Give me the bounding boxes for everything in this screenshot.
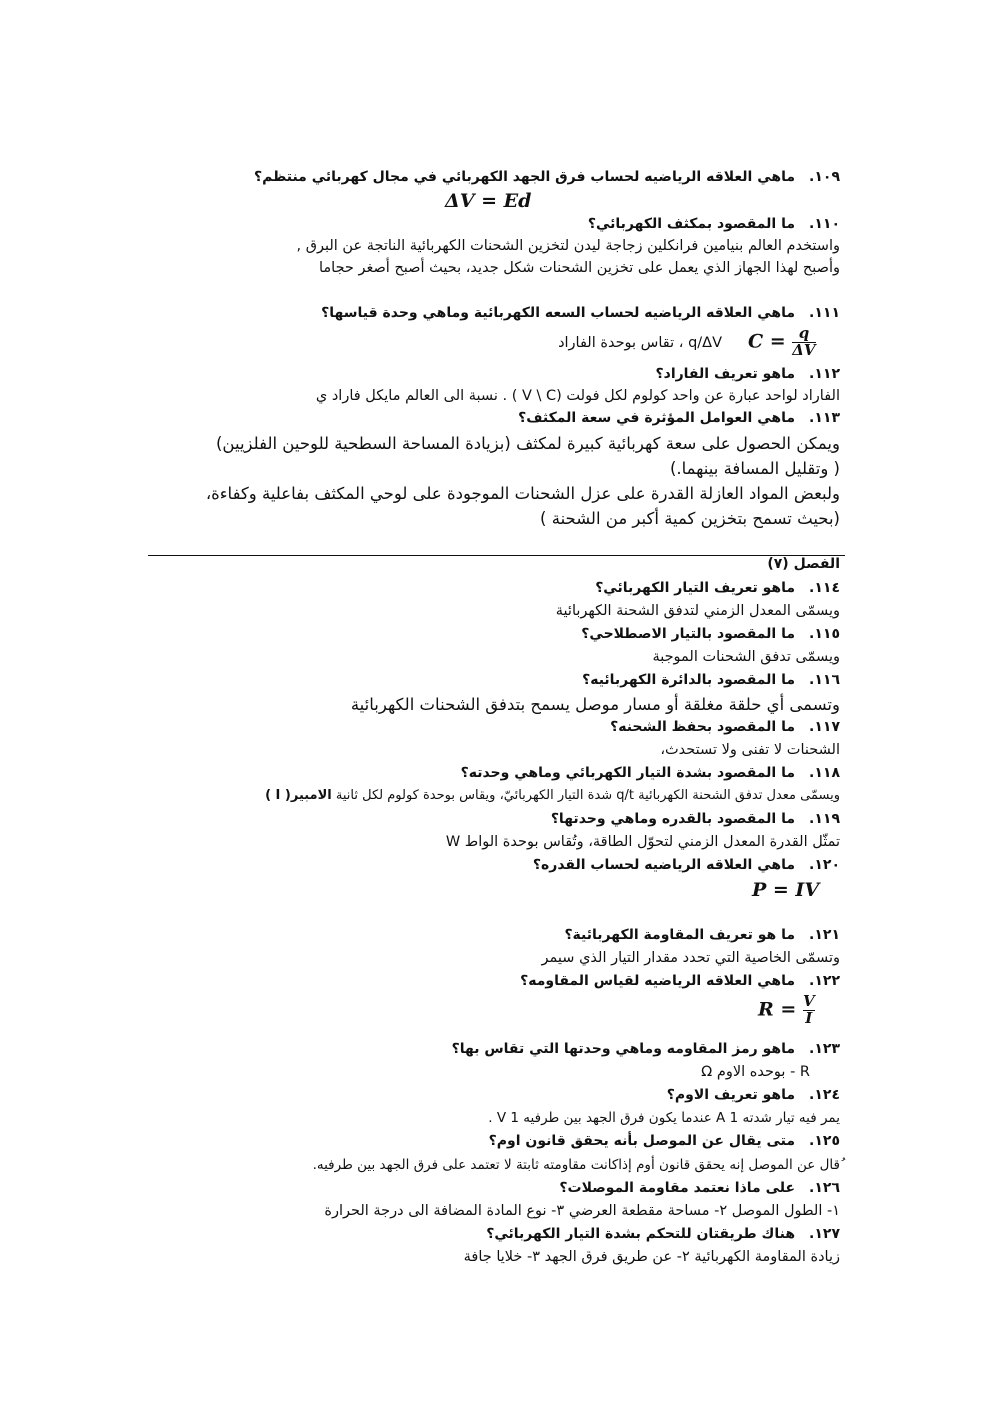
answer-115: ويسمّى تدفق الشحنات الموجبة xyxy=(652,649,840,665)
formula-resistance xyxy=(758,994,815,1027)
question-109 xyxy=(254,169,840,185)
question-number: ١٢١. xyxy=(809,927,840,943)
question-text: ماهي العوامل المؤثرة في سعة المكثف؟ xyxy=(518,410,796,426)
answer-111: q/ΔV ، تقاس بوحدة الفاراد xyxy=(558,335,722,351)
answer-110-line-1: واستخدم العالم بنيامين فرانكلين زجاجة ليدن لتخزين الشحنات الكهربائية الناتجة عن البرق , xyxy=(296,238,840,254)
answer-119: تمثّل القدرة المعدل الزمني لتحوّل الطاقة، وتُقاس بوحدة الواط W xyxy=(445,834,840,850)
formula-lhs: R = xyxy=(758,998,797,1021)
question-text: ما هو تعريف المقاومة الكهربائية؟ xyxy=(564,927,796,943)
question-text: ماهي العلاقه الرياضيه لقياس المقاومه؟ xyxy=(520,973,796,989)
answer-114: ويسمّى المعدل الزمني لتدفق الشحنة الكهربائية xyxy=(555,603,840,619)
question-number: ١١٧. xyxy=(809,719,840,735)
question-114 xyxy=(595,580,840,596)
fraction-denominator: I xyxy=(805,1008,813,1027)
chapter-heading: الفصل (٧) xyxy=(767,556,840,572)
answer-113-line-4: (بحيث تسمح بتخزين كمية أكبر من الشحنة ) xyxy=(540,509,840,528)
question-number: ١١٨. xyxy=(809,765,840,781)
question-text: ما المقصود بمكثف الكهربائي؟ xyxy=(587,216,796,232)
question-number: ١٢٧. xyxy=(809,1226,840,1242)
answer-121: وتسمّى الخاصية التي تحدد مقدار التيار الذي سيمر xyxy=(541,950,840,966)
answer-117: الشحنات لا تفنى ولا تستحدث، xyxy=(660,742,840,758)
question-123 xyxy=(452,1041,840,1057)
answer-118-unit: الامبير( I ) xyxy=(265,788,332,803)
question-number: ١٢٤. xyxy=(809,1087,840,1103)
answer-113-line-3: ولبعض المواد العازلة القدرة على عزل الشحنات الموجودة على لوحي المكثف بفاعلية وكفاءة، xyxy=(205,484,840,503)
fraction-denominator: ΔV xyxy=(792,340,816,359)
question-number: ١١٩. xyxy=(809,811,840,827)
question-text: ماهي العلاقه الرياضيه لحساب القدره؟ xyxy=(532,857,796,873)
question-113 xyxy=(518,410,840,426)
answer-127: زيادة المقاومة الكهربائية ٢- عن طريق فرق الجهد ٣- خلايا جافة xyxy=(463,1249,840,1265)
question-number: ١١٥. xyxy=(809,626,840,642)
question-110 xyxy=(588,216,840,232)
question-127 xyxy=(486,1226,840,1242)
question-number: ١٢٥. xyxy=(809,1133,840,1149)
question-number: ١١٠. xyxy=(809,216,840,232)
question-text: ماهو رمز المقاومه وماهي وحدتها التي تقاس بها؟ xyxy=(451,1041,796,1057)
answer-113-line-2: ( وتقليل المسافة بينهما.) xyxy=(669,459,840,478)
answer-110-line-2: وأصبح لهذا الجهاز الذي يعمل على تخزين الشحنات شكل جديد، بحيث أصبح أصغر حجاما xyxy=(318,260,840,276)
question-number: ١١١. xyxy=(809,305,840,321)
question-text: ما المقصود بالتيار الاصطلاحي؟ xyxy=(581,626,796,642)
question-126 xyxy=(559,1180,840,1196)
question-120 xyxy=(533,857,840,873)
answer-126: ١- الطول الموصل ٢- مساحة مقطعة العرضي ٣- نوع المادة المضافة الى درجة الحرارة xyxy=(324,1203,840,1219)
question-number: ١١٦. xyxy=(809,672,840,688)
question-118 xyxy=(461,765,840,781)
answer-123: R - بوحده الاوم Ω xyxy=(701,1064,810,1080)
question-text: ما المقصود بحفظ الشحنه؟ xyxy=(610,719,796,735)
question-text: ما المقصود بشدة التيار الكهربائي وماهي وحدته؟ xyxy=(460,765,796,781)
question-number: ١٢٢. xyxy=(809,973,840,989)
question-text: ماهي العلاقه الرياضيه لحساب السعه الكهربائية وماهي وحدة قياسها؟ xyxy=(321,305,796,321)
question-text: متى يقال عن الموصل بأنه يحقق قانون اوم؟ xyxy=(488,1133,796,1149)
answer-118-text: ويسمّى معدل تدفق الشحنة الكهربائية q/t شدة التيار الكهربائيّ، ويقاس بوحدة كولوم لكل ثانية xyxy=(335,788,840,803)
question-121 xyxy=(564,927,840,943)
formula-capacitance xyxy=(748,326,816,359)
answer-116: وتسمى أي حلقة مغلقة أو مسار موصل يسمح بتدفق الشحنات الكهربائية xyxy=(350,695,840,714)
question-number: ١٠٩. xyxy=(809,169,840,185)
question-112 xyxy=(656,366,840,382)
question-text: ما المقصود بالقدره وماهي وحدتها؟ xyxy=(550,811,796,827)
question-number: ١٢٦. xyxy=(809,1180,840,1196)
answer-112: الفاراد لواحد عبارة عن واحد كولوم لكل فولت (V \ C ) . نسبة الى العالم مايكل فاراد ي xyxy=(315,388,840,404)
fraction-numerator: q xyxy=(798,324,810,342)
question-text: ما المقصود بالدائرة الكهربائيه؟ xyxy=(582,672,796,688)
question-number: ١٢٠. xyxy=(809,857,840,873)
section-divider xyxy=(148,555,845,556)
answer-118 xyxy=(265,788,840,803)
answer-124: يمر فيه تيار شدته 1 A عندما يكون فرق الجهد بين طرفيه 1 V . xyxy=(488,1110,840,1126)
fraction xyxy=(792,326,815,359)
question-text: هناك طريقتان للتحكم بشدة التيار الكهربائي؟ xyxy=(486,1226,796,1242)
fraction-numerator: V xyxy=(802,992,815,1010)
question-number: ١١٢. xyxy=(809,366,840,382)
question-number: ١١٤. xyxy=(809,580,840,596)
formula-voltage: ΔV = Ed xyxy=(445,190,532,212)
question-124 xyxy=(667,1087,840,1103)
question-text: على ماذا نعتمد مقاومة الموصلات؟ xyxy=(559,1180,796,1196)
question-125 xyxy=(489,1133,840,1149)
question-text: ماهو تعريف التيار الكهربائي؟ xyxy=(595,580,796,596)
formula-power: P = IV xyxy=(752,879,820,901)
question-text: ماهو تعريف الفاراد؟ xyxy=(655,366,796,382)
answer-125: ُقال عن الموصل إنه يحقق قانون أوم إذاكانت مقاومته ثابتة لا تعتمد على فرق الجهد بين طرفيه. xyxy=(312,1157,840,1173)
fraction xyxy=(803,994,815,1027)
question-text: ماهي العلاقه الرياضيه لحساب فرق الجهد الكهربائي في مجال كهربائي منتظم؟ xyxy=(254,169,796,185)
question-text: ماهو تعريف الاوم؟ xyxy=(666,1087,796,1103)
question-111 xyxy=(321,305,840,321)
question-115 xyxy=(581,626,840,642)
question-119 xyxy=(551,811,840,827)
question-number: ١٢٣. xyxy=(809,1041,840,1057)
answer-113-line-1: ويمكن الحصول على سعة كهربائية كبيرة لمكثف (بزيادة المساحة السطحية للوحين الفلزيين) xyxy=(215,434,840,453)
question-117 xyxy=(610,719,840,735)
question-116 xyxy=(582,672,840,688)
question-122 xyxy=(520,973,840,989)
formula-lhs: C = xyxy=(748,330,786,353)
question-number: ١١٣. xyxy=(809,410,840,426)
